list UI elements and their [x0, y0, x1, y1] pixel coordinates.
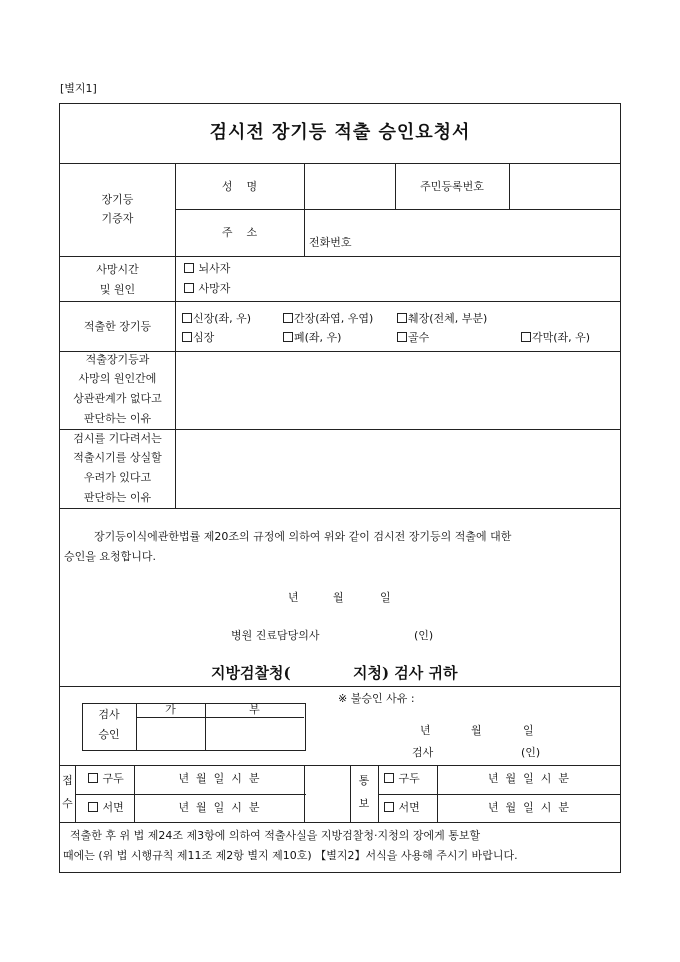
address-label: 주 소 — [221, 226, 258, 239]
approval-date-year: 년 — [420, 724, 431, 737]
notice-oral-datetime: 년 월 일 시 분 — [487, 772, 570, 785]
organs-label: 적출한 장기등 — [83, 320, 152, 333]
checkbox-icon — [397, 313, 407, 323]
checkbox-icon — [283, 332, 293, 342]
addressee-prefix: 지방검찰청( — [211, 664, 291, 682]
notice-label-top: 통 — [358, 774, 370, 787]
checkbox-icon — [184, 263, 194, 273]
checkbox-icon — [397, 332, 407, 342]
death-label-line2: 및 원인 — [99, 283, 136, 296]
receipt-written[interactable]: 서면 — [88, 801, 124, 815]
prosecutor-seal: (인) — [521, 746, 541, 759]
doctor-label: 병원 진료담당의사 — [231, 629, 320, 642]
name-field[interactable] — [305, 164, 394, 208]
receipt-written-datetime: 년 월 일 시 분 — [178, 801, 260, 814]
reason1-line3: 상관관계가 없다고 — [73, 392, 162, 405]
request-text-line2: 승인을 요청합니다. — [64, 550, 157, 563]
checkbox-icon — [384, 802, 394, 812]
organ-kidney[interactable]: 신장(좌, 우) — [182, 312, 251, 326]
request-text-line1: 장기등이식에관한법률 제20조의 규정에 의하여 위와 같이 검시전 장기등의 적출에 대한 — [94, 530, 512, 543]
organ-bone-marrow[interactable]: 골수 — [397, 331, 429, 345]
donor-label-line2: 기증자 — [101, 212, 134, 225]
reason1-line1: 적출장기등과 — [85, 353, 150, 366]
approval-yes-cell[interactable] — [137, 718, 204, 749]
approval-date-month: 월 — [471, 724, 482, 737]
name-label: 성 명 — [221, 180, 258, 193]
address-phone-field[interactable] — [360, 212, 618, 254]
option-deceased[interactable]: 사망자 — [184, 282, 230, 296]
reason2-line4: 판단하는 이유 — [83, 491, 152, 504]
receipt-oral-datetime: 년 월 일 시 분 — [178, 772, 260, 785]
approval-label-line2: 승인 — [98, 728, 120, 741]
organ-lung[interactable]: 폐(좌, 우) — [283, 331, 341, 345]
notice-oral[interactable]: 구두 — [384, 772, 420, 786]
reason2-line3: 우려가 있다고 — [83, 471, 152, 484]
notice-label-bottom: 보 — [358, 797, 370, 810]
receipt-label-top: 접 — [62, 774, 73, 787]
organ-cornea[interactable]: 각막(좌, 우) — [521, 331, 590, 345]
doctor-seal: (인) — [414, 629, 434, 642]
footer-line1: 적출한 후 위 법 제24조 제3항에 의하여 적출사실을 지방검찰청·지청의 장에게 통보할 — [70, 829, 481, 842]
notice-written-datetime: 년 월 일 시 분 — [487, 801, 570, 814]
organ-pancreas[interactable]: 췌장(전체, 부분) — [397, 312, 487, 326]
receipt-label-bottom: 수 — [62, 797, 73, 810]
rrn-field[interactable] — [510, 164, 619, 208]
addressee-suffix: 지청) 검사 귀하 — [353, 664, 458, 682]
footer-line2: 때에는 (위 법 시행규칙 제11조 제2항 별지 제10호) 【별지2】서식을 사용해 주시기 바랍니다. — [63, 849, 518, 862]
checkbox-icon — [182, 332, 192, 342]
reason2-line2: 적출시기를 상실할 — [73, 451, 162, 464]
approval-label-line1: 검사 — [98, 708, 120, 721]
checkbox-icon — [384, 773, 394, 783]
reason2-field[interactable] — [177, 432, 618, 506]
rrn-label: 주민등록번호 — [420, 180, 484, 193]
receipt-oral[interactable]: 구두 — [88, 772, 124, 786]
reason1-field[interactable] — [177, 353, 618, 427]
notice-written[interactable]: 서면 — [384, 801, 420, 815]
rejection-reason-label: ※ 불승인 사유 : — [338, 692, 415, 705]
request-date-month: 월 — [333, 591, 344, 604]
reason1-line2: 사망의 원인간에 — [78, 372, 157, 385]
reason1-line4: 판단하는 이유 — [83, 412, 152, 425]
request-date-day: 일 — [380, 591, 391, 604]
phone-label: 전화번호 — [309, 236, 352, 249]
form-label: [별지1] — [60, 82, 97, 95]
donor-label-line1: 장기등 — [101, 193, 134, 206]
death-label-line1: 사망시간 — [96, 263, 139, 276]
checkbox-icon — [88, 773, 98, 783]
prosecutor-label: 검사 — [412, 746, 434, 759]
approval-no-cell[interactable] — [206, 718, 303, 749]
form-title: 검시전 장기등 적출 승인요청서 — [209, 122, 471, 143]
checkbox-icon — [521, 332, 531, 342]
checkbox-icon — [88, 802, 98, 812]
approval-no-label: 부 — [249, 703, 260, 716]
organ-heart[interactable]: 심장 — [182, 331, 214, 345]
approval-date-day: 일 — [523, 724, 534, 737]
checkbox-icon — [184, 283, 194, 293]
checkbox-icon — [283, 313, 293, 323]
approval-yes-label: 가 — [165, 703, 176, 716]
organ-liver[interactable]: 간장(좌엽, 우엽) — [283, 312, 373, 326]
request-date-year: 년 — [288, 591, 299, 604]
checkbox-icon — [182, 313, 192, 323]
reason2-line1: 검시를 기다려서는 — [73, 432, 162, 445]
option-brain-dead[interactable]: 뇌사자 — [184, 262, 230, 276]
